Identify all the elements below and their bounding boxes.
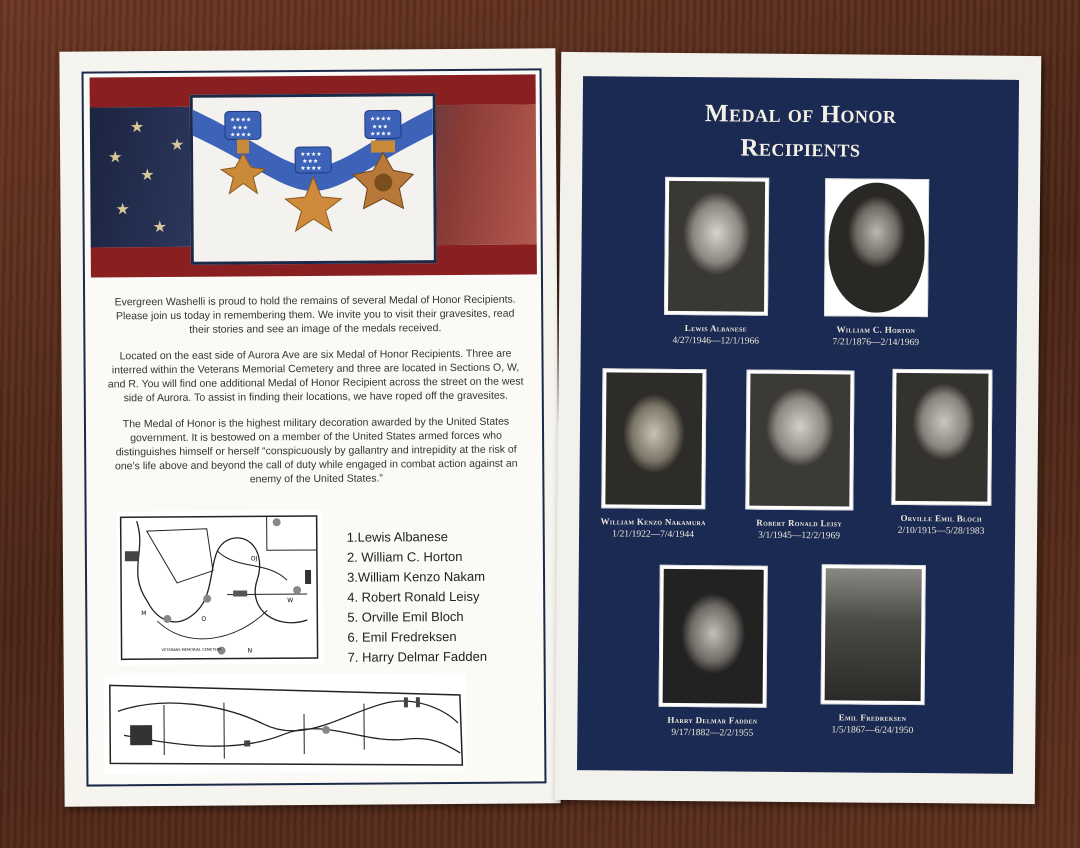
legend-item: 4. Robert Ronald Leisy bbox=[347, 588, 480, 605]
portrait-card bbox=[801, 178, 952, 348]
legend-item: 6. Emil Fredreksen bbox=[347, 628, 457, 645]
map-label-veterans: VETERANS MEMORIAL CEMETERY bbox=[161, 647, 222, 653]
portrait-photo bbox=[659, 565, 768, 708]
svg-text:★★★: ★★★ bbox=[371, 123, 389, 131]
portrait-card bbox=[641, 177, 792, 347]
medals-of-honor-icon bbox=[193, 96, 434, 262]
title-line-1: Medal of Honor bbox=[704, 100, 897, 129]
portrait-card bbox=[797, 564, 948, 736]
map-label-n: N bbox=[247, 647, 253, 655]
flag-star-icon: ★ bbox=[169, 134, 185, 154]
medal-banner bbox=[90, 74, 537, 282]
medal-center bbox=[285, 147, 342, 231]
svg-text:★★★★: ★★★★ bbox=[300, 150, 322, 159]
legend-item: 7. Harry Delmar Fadden bbox=[347, 648, 488, 665]
legend-item: 2. William C. Horton bbox=[346, 548, 463, 565]
recipient-name: Lewis Albanese bbox=[684, 323, 747, 334]
left-page-frame bbox=[82, 68, 547, 786]
legend-item: 5. Orville Emil Bloch bbox=[347, 608, 464, 625]
recipient-name: Harry Delmar Fadden bbox=[667, 714, 758, 726]
recipient-dates: 7/21/1876—2/14/1969 bbox=[832, 337, 920, 349]
svg-text:★★★★: ★★★★ bbox=[229, 131, 252, 139]
medal-image-card bbox=[190, 93, 437, 265]
recipient-dates: 9/17/1882—2/2/1955 bbox=[671, 727, 754, 739]
svg-text:★★★★: ★★★★ bbox=[229, 116, 252, 124]
flag-star-icon: ★ bbox=[129, 117, 145, 137]
map-label-m: M bbox=[141, 610, 147, 618]
map-label-o: O bbox=[201, 615, 207, 623]
portrait-photo bbox=[664, 177, 769, 316]
portrait-photo bbox=[891, 369, 992, 506]
overview-map bbox=[104, 673, 467, 774]
section-map bbox=[117, 510, 324, 665]
flag-star-icon: ★ bbox=[108, 147, 123, 167]
portrait-photo bbox=[824, 178, 929, 317]
flag-star-icon: ★ bbox=[115, 199, 130, 219]
recipient-dates: 4/27/1946—12/1/1966 bbox=[672, 335, 760, 347]
portrait-photo bbox=[601, 368, 706, 509]
svg-text:★★★★: ★★★★ bbox=[300, 164, 322, 173]
map-label-w: W bbox=[287, 597, 294, 605]
legend-item: 3.William Kenzo Nakam bbox=[346, 568, 486, 585]
flag-star-icon: ★ bbox=[140, 165, 155, 185]
recipient-dates: 3/1/1945—12/2/1969 bbox=[758, 530, 841, 542]
svg-text:★★★: ★★★ bbox=[302, 157, 319, 166]
legend-item: 1.Lewis Albanese bbox=[346, 529, 449, 545]
portrait-card bbox=[579, 368, 728, 540]
svg-text:★★★★: ★★★★ bbox=[369, 115, 392, 123]
recipient-dates: 2/10/1915—5/28/1983 bbox=[897, 525, 985, 537]
brochure bbox=[62, 50, 1042, 810]
title-line-2: Recipients bbox=[740, 134, 861, 163]
recipient-name: Robert Ronald Leisy bbox=[756, 517, 843, 529]
portrait-card bbox=[867, 369, 1016, 537]
recipient-dates: 1/21/1922—7/4/1944 bbox=[612, 529, 695, 541]
portrait-card bbox=[637, 565, 789, 739]
recipient-name: William C. Horton bbox=[836, 324, 916, 336]
svg-text:★★★★: ★★★★ bbox=[369, 130, 392, 138]
page-title bbox=[582, 96, 1019, 168]
svg-text:★★★: ★★★ bbox=[231, 124, 249, 132]
left-page bbox=[59, 48, 560, 806]
intro-paragraph: Located on the east side of Aurora Ave are six Medal of Honor Recipients. Three are interred within the Veterans Memorial Cemetery and three are located in Sections O, W, and R. You will find one additional Medal of Honor Recipient across the street on the west side of Aurora. To assist in finding their locations, we have roped off the gravesites. bbox=[107, 347, 524, 405]
recipient-legend bbox=[347, 526, 548, 667]
portrait-photo bbox=[745, 370, 854, 511]
cemetery-overview-map-icon bbox=[104, 673, 467, 774]
portrait-photo bbox=[821, 564, 926, 705]
intro-text bbox=[107, 293, 524, 500]
flag-star-icon: ★ bbox=[152, 216, 168, 237]
intro-paragraph: Evergreen Washelli is proud to hold the remains of several Medal of Honor Recipients. Please join us today in remembering them. We invite you to visit their gravesites, read their stories and see an image of the medals received. bbox=[114, 293, 516, 336]
recipient-dates: 1/5/1867—6/24/1950 bbox=[831, 725, 914, 737]
recipient-name: Emil Fredreksen bbox=[838, 712, 907, 723]
cemetery-map-icon bbox=[117, 510, 324, 665]
recipient-name: Orville Emil Bloch bbox=[900, 512, 982, 524]
portrait-card bbox=[725, 369, 874, 541]
right-page bbox=[555, 52, 1042, 804]
map-label-oj: OJ bbox=[250, 555, 258, 563]
recipients-panel bbox=[577, 76, 1019, 774]
intro-paragraph: The Medal of Honor is the highest military decoration awarded by the United States government. It is bestowed on a member of the United States armed forces who distinguishes himself or herself “conspicuously by gallantry and intrepidity at the risk of one’s life above and beyond the call of duty while engaged in combat action against an enemy of the United States.” bbox=[114, 415, 518, 486]
recipient-name: William Kenzo Nakamura bbox=[600, 516, 706, 528]
